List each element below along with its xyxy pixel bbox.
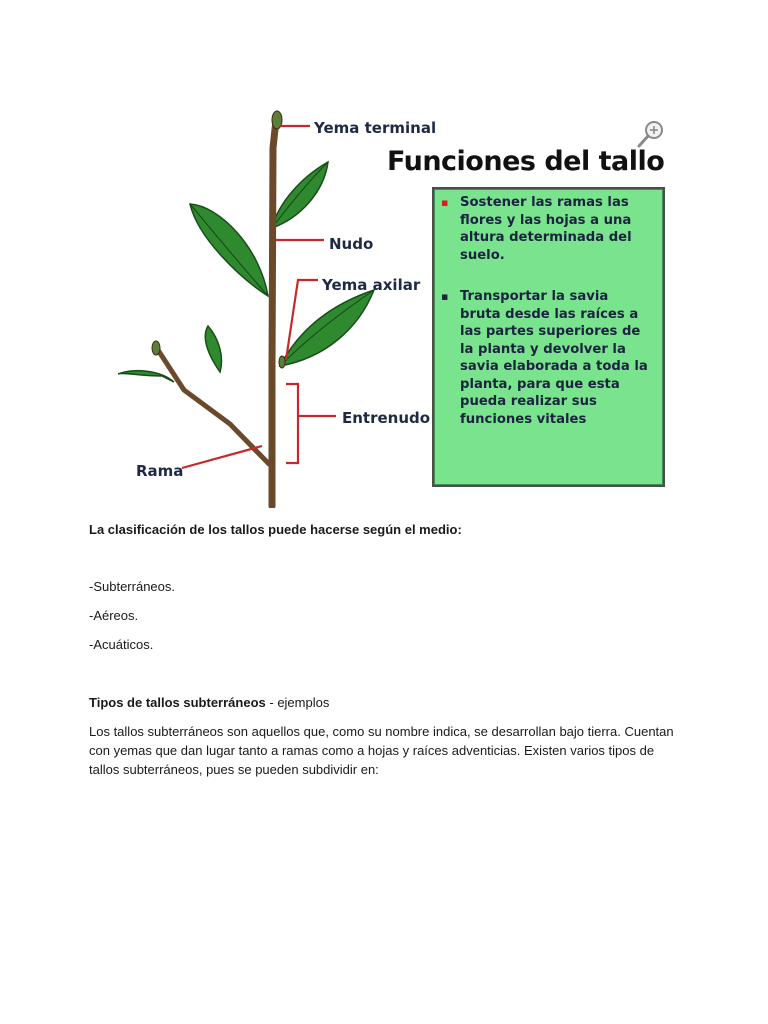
label-branch: Rama <box>136 462 184 480</box>
label-axillary-bud: Yema axilar <box>322 276 421 294</box>
subterranean-heading <box>89 693 329 712</box>
classification-heading: La clasificación de los tallos puede hacerse según el medio: <box>89 522 462 537</box>
label-node: Nudo <box>329 235 374 253</box>
function-text: Sostener las ramas las flores y las hojas a una altura determinada del suelo. <box>460 195 632 263</box>
bullet-marker: ▪ <box>441 196 449 209</box>
type-item: -Acuáticos. <box>89 637 154 652</box>
functions-box <box>432 187 665 487</box>
function-item <box>442 194 652 264</box>
subterranean-paragraph: Los tallos subterráneos son aquellos que, como su nombre indica, se desarrollan bajo tierra. Cuentan con yemas que dan lugar tanto a ramas como a hojas y raíces adventicias. Existen varios tipos de tallos subterráneos, pues se pueden subdividir en: <box>89 724 674 777</box>
bullet-marker: ▪ <box>441 290 449 303</box>
label-internode: Entrenudo <box>342 409 431 427</box>
type-item: -Subterráneos. <box>89 579 175 594</box>
figure-title: Funciones del tallo <box>387 146 665 177</box>
function-item <box>442 288 652 428</box>
label-terminal-bud: Yema terminal <box>314 119 437 137</box>
leaf-veins <box>190 162 374 366</box>
subterranean-heading-bold: Tipos de tallos subterráneos <box>89 695 266 710</box>
subterranean-heading-rest: - ejemplos <box>265 695 330 710</box>
function-text: Transportar la savia bruta desde las raíces a las partes superiores de la planta y devolver la savia elaborada a toda la planta, para que esta pueda realizar sus funciones vitales <box>460 289 648 427</box>
type-item: -Aéreos. <box>89 608 139 623</box>
zoom-in-icon[interactable] <box>636 119 666 149</box>
